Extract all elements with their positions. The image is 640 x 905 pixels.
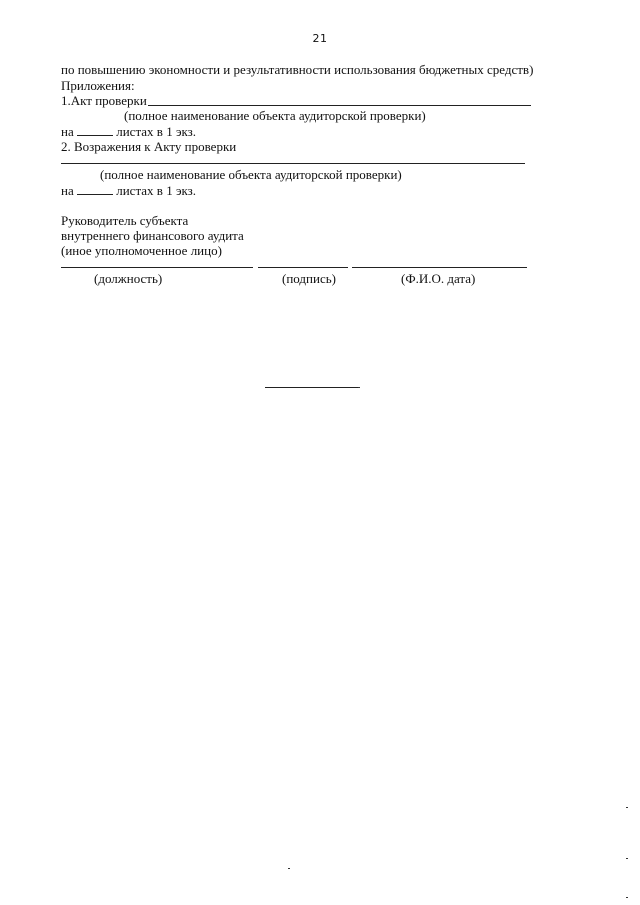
signature-label: (подпись) — [282, 271, 336, 286]
item1-count-prefix: на — [61, 124, 74, 139]
scan-speck — [626, 897, 628, 898]
item1-count-blank — [77, 124, 113, 136]
item1-count-row — [61, 124, 196, 139]
item2-count-row — [61, 183, 196, 198]
scan-speck — [626, 807, 628, 808]
position-label: (должность) — [94, 271, 163, 286]
name-date-label: (Ф.И.О. дата) — [401, 271, 476, 286]
signatory-line1: Руководитель субъекта — [61, 213, 189, 228]
item1-caption: (полное наименование объекта аудиторской проверки) — [124, 108, 426, 123]
item1-label: 1.Акт проверки — [61, 93, 147, 108]
item2-fill-line — [61, 163, 525, 164]
item2-count-blank — [77, 183, 113, 195]
name-date-line — [352, 267, 527, 268]
signature-line — [258, 267, 348, 268]
signatory-line3: (иное уполномоченное лицо) — [61, 243, 222, 258]
scan-speck — [358, 387, 360, 388]
scan-speck — [288, 868, 290, 869]
item2-count-suffix: листах в 1 экз. — [116, 183, 197, 198]
end-divider — [265, 387, 359, 388]
signatory-line2: внутреннего финансового аудита — [61, 228, 244, 243]
item2-label: 2. Возражения к Акту проверки — [61, 139, 237, 154]
intro-line: по повышению экономности и результативности использования бюджетных средств) — [61, 62, 534, 77]
item2-count-prefix: на — [61, 183, 74, 198]
position-line — [61, 267, 253, 268]
item2-caption: (полное наименование объекта аудиторской проверки) — [100, 167, 402, 182]
scan-speck — [626, 858, 628, 859]
item1-count-suffix: листах в 1 экз. — [116, 124, 197, 139]
attachments-heading: Приложения: — [61, 78, 135, 93]
page-number: 21 — [312, 32, 328, 45]
item1-fill-line — [148, 105, 531, 106]
